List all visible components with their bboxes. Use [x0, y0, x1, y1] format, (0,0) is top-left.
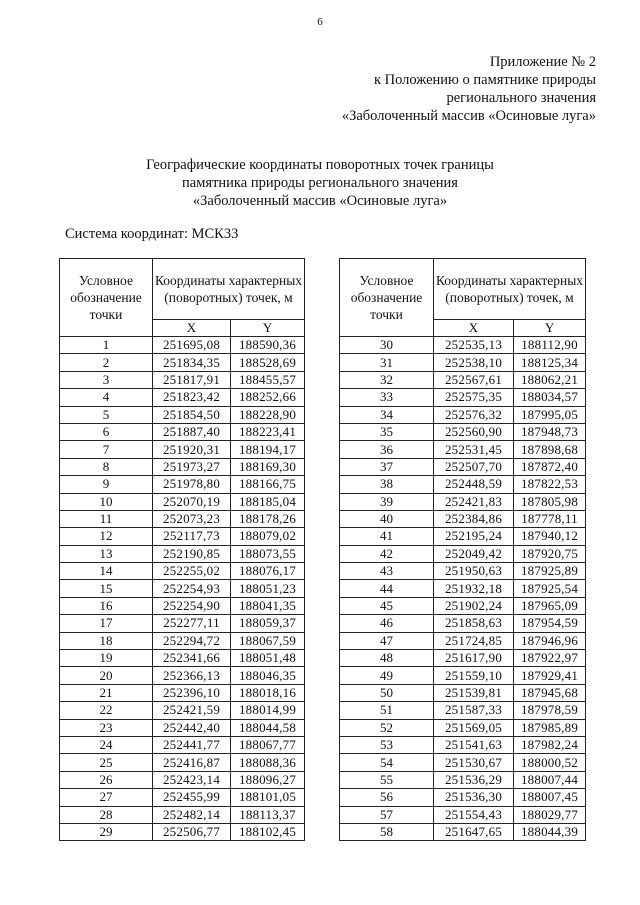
y-coordinate-cell: 188528,69 — [231, 354, 305, 371]
table-row — [340, 754, 586, 771]
title-line: Географические координаты поворотных точек границы — [146, 157, 494, 173]
point-number-cell: 54 — [340, 754, 434, 771]
table-row — [60, 667, 305, 684]
point-number-cell: 6 — [60, 423, 153, 440]
point-number-cell: 4 — [60, 389, 153, 406]
appendix-line: к Положению о памятнике природы — [373, 72, 596, 88]
y-coordinate-cell: 188590,36 — [231, 337, 305, 354]
x-coordinate-cell: 251902,24 — [434, 597, 514, 614]
x-coordinate-cell: 251530,67 — [434, 754, 514, 771]
table-row — [340, 667, 586, 684]
table-row — [60, 423, 305, 440]
x-coordinate-cell: 251887,40 — [153, 423, 231, 440]
y-coordinate-cell: 187954,59 — [514, 615, 586, 632]
table-row — [340, 719, 586, 736]
point-number-cell: 19 — [60, 650, 153, 667]
header-point-label: Условное обозначение точки — [60, 259, 153, 337]
table-row — [60, 563, 305, 580]
y-coordinate-cell: 187940,12 — [514, 528, 586, 545]
table-row — [340, 423, 586, 440]
y-coordinate-cell: 188007,44 — [514, 771, 586, 788]
x-coordinate-cell: 251817,91 — [153, 371, 231, 388]
point-number-cell: 46 — [340, 615, 434, 632]
point-number-cell: 22 — [60, 702, 153, 719]
y-coordinate-cell: 188051,23 — [231, 580, 305, 597]
header-coordinates: Координаты характерных (поворотных) точек, м — [434, 259, 586, 320]
x-coordinate-cell: 251569,05 — [434, 719, 514, 736]
y-coordinate-cell: 188079,02 — [231, 528, 305, 545]
y-coordinate-cell: 188252,66 — [231, 389, 305, 406]
point-number-cell: 56 — [340, 789, 434, 806]
x-coordinate-cell: 251724,85 — [434, 632, 514, 649]
table-row — [60, 632, 305, 649]
y-coordinate-cell: 187925,54 — [514, 580, 586, 597]
y-coordinate-cell: 188223,41 — [231, 423, 305, 440]
table-row — [340, 337, 586, 354]
x-coordinate-cell: 251617,90 — [434, 650, 514, 667]
point-number-cell: 20 — [60, 667, 153, 684]
table-row — [60, 441, 305, 458]
y-coordinate-cell: 187995,05 — [514, 406, 586, 423]
document-title — [0, 156, 640, 210]
table-row — [60, 719, 305, 736]
table-row — [60, 736, 305, 753]
table-row — [340, 476, 586, 493]
page-number: 6 — [317, 16, 323, 28]
appendix-line: «Заболоченный массив «Осиновые луга» — [341, 108, 596, 124]
table-row — [340, 806, 586, 823]
x-coordinate-cell: 251932,18 — [434, 580, 514, 597]
y-coordinate-cell: 188051,48 — [231, 650, 305, 667]
x-coordinate-cell: 252421,59 — [153, 702, 231, 719]
x-coordinate-cell: 252421,83 — [434, 493, 514, 510]
y-coordinate-cell: 187945,68 — [514, 684, 586, 701]
x-coordinate-cell: 252423,14 — [153, 771, 231, 788]
point-number-cell: 30 — [340, 337, 434, 354]
point-number-cell: 31 — [340, 354, 434, 371]
header-y: Y — [514, 320, 586, 337]
y-coordinate-cell: 188112,90 — [514, 337, 586, 354]
point-number-cell: 48 — [340, 650, 434, 667]
table-row — [60, 406, 305, 423]
y-coordinate-cell: 188034,57 — [514, 389, 586, 406]
table-row — [340, 771, 586, 788]
x-coordinate-cell: 252416,87 — [153, 754, 231, 771]
point-number-cell: 33 — [340, 389, 434, 406]
table-row — [60, 371, 305, 388]
table-row — [60, 528, 305, 545]
table-row — [340, 684, 586, 701]
x-coordinate-cell: 252277,11 — [153, 615, 231, 632]
x-coordinate-cell: 252441,77 — [153, 736, 231, 753]
table-row — [340, 545, 586, 562]
y-coordinate-cell: 188062,21 — [514, 371, 586, 388]
table-row — [340, 354, 586, 371]
point-number-cell: 17 — [60, 615, 153, 632]
x-coordinate-cell: 251647,65 — [434, 823, 514, 840]
y-coordinate-cell: 188073,55 — [231, 545, 305, 562]
point-number-cell: 57 — [340, 806, 434, 823]
table-row — [60, 389, 305, 406]
y-coordinate-cell: 187925,89 — [514, 563, 586, 580]
point-number-cell: 10 — [60, 493, 153, 510]
title-line: «Заболоченный массив «Осиновые луга» — [192, 193, 448, 209]
table-row — [60, 754, 305, 771]
table-row — [340, 650, 586, 667]
point-number-cell: 26 — [60, 771, 153, 788]
x-coordinate-cell: 252535,13 — [434, 337, 514, 354]
point-number-cell: 11 — [60, 510, 153, 527]
y-coordinate-cell: 188007,45 — [514, 789, 586, 806]
y-coordinate-cell: 188102,45 — [231, 823, 305, 840]
point-number-cell: 12 — [60, 528, 153, 545]
x-coordinate-cell: 252506,77 — [153, 823, 231, 840]
point-number-cell: 1 — [60, 337, 153, 354]
table-row — [340, 371, 586, 388]
y-coordinate-cell: 187948,73 — [514, 423, 586, 440]
table-row — [60, 510, 305, 527]
point-number-cell: 5 — [60, 406, 153, 423]
point-number-cell: 38 — [340, 476, 434, 493]
y-coordinate-cell: 188029,77 — [514, 806, 586, 823]
y-coordinate-cell: 188178,26 — [231, 510, 305, 527]
point-number-cell: 34 — [340, 406, 434, 423]
table-row — [60, 354, 305, 371]
y-coordinate-cell: 188096,27 — [231, 771, 305, 788]
y-coordinate-cell: 187978,59 — [514, 702, 586, 719]
y-coordinate-cell: 188194,17 — [231, 441, 305, 458]
y-coordinate-cell: 187985,89 — [514, 719, 586, 736]
header-point-label: Условное обозначение точки — [340, 259, 434, 337]
y-coordinate-cell: 187920,75 — [514, 545, 586, 562]
y-coordinate-cell: 188166,75 — [231, 476, 305, 493]
table-body-right — [340, 337, 586, 841]
x-coordinate-cell: 251854,50 — [153, 406, 231, 423]
y-coordinate-cell: 188044,58 — [231, 719, 305, 736]
y-coordinate-cell: 188101,05 — [231, 789, 305, 806]
point-number-cell: 18 — [60, 632, 153, 649]
x-coordinate-cell: 252195,24 — [434, 528, 514, 545]
point-number-cell: 16 — [60, 597, 153, 614]
table-row — [340, 563, 586, 580]
table-row — [340, 615, 586, 632]
point-number-cell: 13 — [60, 545, 153, 562]
x-coordinate-cell: 251536,30 — [434, 789, 514, 806]
y-coordinate-cell: 188125,34 — [514, 354, 586, 371]
point-number-cell: 29 — [60, 823, 153, 840]
point-number-cell: 53 — [340, 736, 434, 753]
y-coordinate-cell: 187872,40 — [514, 458, 586, 475]
x-coordinate-cell: 252073,23 — [153, 510, 231, 527]
point-number-cell: 23 — [60, 719, 153, 736]
table-row — [340, 632, 586, 649]
point-number-cell: 43 — [340, 563, 434, 580]
table-row — [340, 510, 586, 527]
coordinates-table-left — [59, 258, 305, 841]
y-coordinate-cell: 187929,41 — [514, 667, 586, 684]
point-number-cell: 21 — [60, 684, 153, 701]
y-coordinate-cell: 187805,98 — [514, 493, 586, 510]
table-row — [60, 337, 305, 354]
point-number-cell: 41 — [340, 528, 434, 545]
x-coordinate-cell: 252538,10 — [434, 354, 514, 371]
table-row — [60, 545, 305, 562]
point-number-cell: 42 — [340, 545, 434, 562]
point-number-cell: 51 — [340, 702, 434, 719]
x-coordinate-cell: 251920,31 — [153, 441, 231, 458]
y-coordinate-cell: 188455,57 — [231, 371, 305, 388]
x-coordinate-cell: 251695,08 — [153, 337, 231, 354]
x-coordinate-cell: 252567,61 — [434, 371, 514, 388]
point-number-cell: 52 — [340, 719, 434, 736]
x-coordinate-cell: 252442,40 — [153, 719, 231, 736]
point-number-cell: 9 — [60, 476, 153, 493]
x-coordinate-cell: 251536,29 — [434, 771, 514, 788]
table-body-left — [60, 337, 305, 841]
x-coordinate-cell: 252455,99 — [153, 789, 231, 806]
table-row — [340, 389, 586, 406]
x-coordinate-cell: 252255,02 — [153, 563, 231, 580]
point-number-cell: 15 — [60, 580, 153, 597]
y-coordinate-cell: 188067,77 — [231, 736, 305, 753]
y-coordinate-cell: 187922,97 — [514, 650, 586, 667]
table-row — [340, 458, 586, 475]
table-row — [60, 771, 305, 788]
y-coordinate-cell: 188169,30 — [231, 458, 305, 475]
table-row — [340, 597, 586, 614]
x-coordinate-cell: 251978,80 — [153, 476, 231, 493]
y-coordinate-cell: 188018,16 — [231, 684, 305, 701]
point-number-cell: 25 — [60, 754, 153, 771]
table-row — [340, 406, 586, 423]
table-row — [60, 684, 305, 701]
x-coordinate-cell: 252575,35 — [434, 389, 514, 406]
x-coordinate-cell: 251587,33 — [434, 702, 514, 719]
x-coordinate-cell: 252117,73 — [153, 528, 231, 545]
table-row — [340, 441, 586, 458]
table-row — [60, 823, 305, 840]
point-number-cell: 44 — [340, 580, 434, 597]
table-row — [60, 580, 305, 597]
table-row — [60, 789, 305, 806]
x-coordinate-cell: 251554,43 — [434, 806, 514, 823]
y-coordinate-cell: 188088,36 — [231, 754, 305, 771]
point-number-cell: 8 — [60, 458, 153, 475]
table-row — [340, 823, 586, 840]
y-coordinate-cell: 188041,35 — [231, 597, 305, 614]
point-number-cell: 35 — [340, 423, 434, 440]
x-coordinate-cell: 252341,66 — [153, 650, 231, 667]
table-row — [60, 597, 305, 614]
coordinate-system-label: Система координат: МСК33 — [65, 226, 239, 242]
x-coordinate-cell: 252366,13 — [153, 667, 231, 684]
x-coordinate-cell: 252294,72 — [153, 632, 231, 649]
x-coordinate-cell: 251834,35 — [153, 354, 231, 371]
x-coordinate-cell: 251823,42 — [153, 389, 231, 406]
x-coordinate-cell: 252254,93 — [153, 580, 231, 597]
y-coordinate-cell: 188067,59 — [231, 632, 305, 649]
x-coordinate-cell: 252507,70 — [434, 458, 514, 475]
table-row — [60, 650, 305, 667]
table-row — [60, 476, 305, 493]
point-number-cell: 36 — [340, 441, 434, 458]
table-row — [60, 458, 305, 475]
x-coordinate-cell: 251858,63 — [434, 615, 514, 632]
point-number-cell: 47 — [340, 632, 434, 649]
point-number-cell: 14 — [60, 563, 153, 580]
point-number-cell: 45 — [340, 597, 434, 614]
table-row — [340, 528, 586, 545]
point-number-cell: 50 — [340, 684, 434, 701]
appendix-line: регионального значения — [446, 90, 596, 106]
x-coordinate-cell: 252190,85 — [153, 545, 231, 562]
title-line: памятника природы регионального значения — [182, 175, 458, 191]
x-coordinate-cell: 251950,63 — [434, 563, 514, 580]
x-coordinate-cell: 252448,59 — [434, 476, 514, 493]
table-row — [60, 615, 305, 632]
table-row — [340, 493, 586, 510]
y-coordinate-cell: 188185,04 — [231, 493, 305, 510]
table-row — [340, 702, 586, 719]
appendix-header — [342, 53, 596, 125]
table-row — [340, 580, 586, 597]
y-coordinate-cell: 187778,11 — [514, 510, 586, 527]
x-coordinate-cell: 252576,32 — [434, 406, 514, 423]
y-coordinate-cell: 187982,24 — [514, 736, 586, 753]
appendix-line: Приложение № 2 — [489, 54, 596, 70]
y-coordinate-cell: 187946,96 — [514, 632, 586, 649]
y-coordinate-cell: 188076,17 — [231, 563, 305, 580]
x-coordinate-cell: 252070,19 — [153, 493, 231, 510]
x-coordinate-cell: 251973,27 — [153, 458, 231, 475]
header-x: X — [434, 320, 514, 337]
x-coordinate-cell: 252049,42 — [434, 545, 514, 562]
y-coordinate-cell: 188014,99 — [231, 702, 305, 719]
y-coordinate-cell: 188046,35 — [231, 667, 305, 684]
x-coordinate-cell: 252531,45 — [434, 441, 514, 458]
x-coordinate-cell: 252254,90 — [153, 597, 231, 614]
y-coordinate-cell: 187898,68 — [514, 441, 586, 458]
x-coordinate-cell: 251539,81 — [434, 684, 514, 701]
header-x: X — [153, 320, 231, 337]
point-number-cell: 28 — [60, 806, 153, 823]
point-number-cell: 40 — [340, 510, 434, 527]
point-number-cell: 24 — [60, 736, 153, 753]
y-coordinate-cell: 188228,90 — [231, 406, 305, 423]
y-coordinate-cell: 188113,37 — [231, 806, 305, 823]
y-coordinate-cell: 187822,53 — [514, 476, 586, 493]
point-number-cell: 49 — [340, 667, 434, 684]
table-row — [60, 702, 305, 719]
x-coordinate-cell: 252482,14 — [153, 806, 231, 823]
x-coordinate-cell: 252396,10 — [153, 684, 231, 701]
x-coordinate-cell: 252560,90 — [434, 423, 514, 440]
point-number-cell: 39 — [340, 493, 434, 510]
point-number-cell: 55 — [340, 771, 434, 788]
y-coordinate-cell: 187965,09 — [514, 597, 586, 614]
y-coordinate-cell: 188044,39 — [514, 823, 586, 840]
table-row — [60, 493, 305, 510]
point-number-cell: 27 — [60, 789, 153, 806]
coordinates-table-right — [339, 258, 586, 841]
y-coordinate-cell: 188059,37 — [231, 615, 305, 632]
point-number-cell: 2 — [60, 354, 153, 371]
x-coordinate-cell: 251541,63 — [434, 736, 514, 753]
point-number-cell: 58 — [340, 823, 434, 840]
x-coordinate-cell: 252384,86 — [434, 510, 514, 527]
point-number-cell: 7 — [60, 441, 153, 458]
x-coordinate-cell: 251559,10 — [434, 667, 514, 684]
header-y: Y — [231, 320, 305, 337]
point-number-cell: 37 — [340, 458, 434, 475]
table-row — [340, 789, 586, 806]
table-row — [60, 806, 305, 823]
point-number-cell: 32 — [340, 371, 434, 388]
header-coordinates: Координаты характерных (поворотных) точек, м — [153, 259, 305, 320]
y-coordinate-cell: 188000,52 — [514, 754, 586, 771]
table-row — [340, 736, 586, 753]
point-number-cell: 3 — [60, 371, 153, 388]
